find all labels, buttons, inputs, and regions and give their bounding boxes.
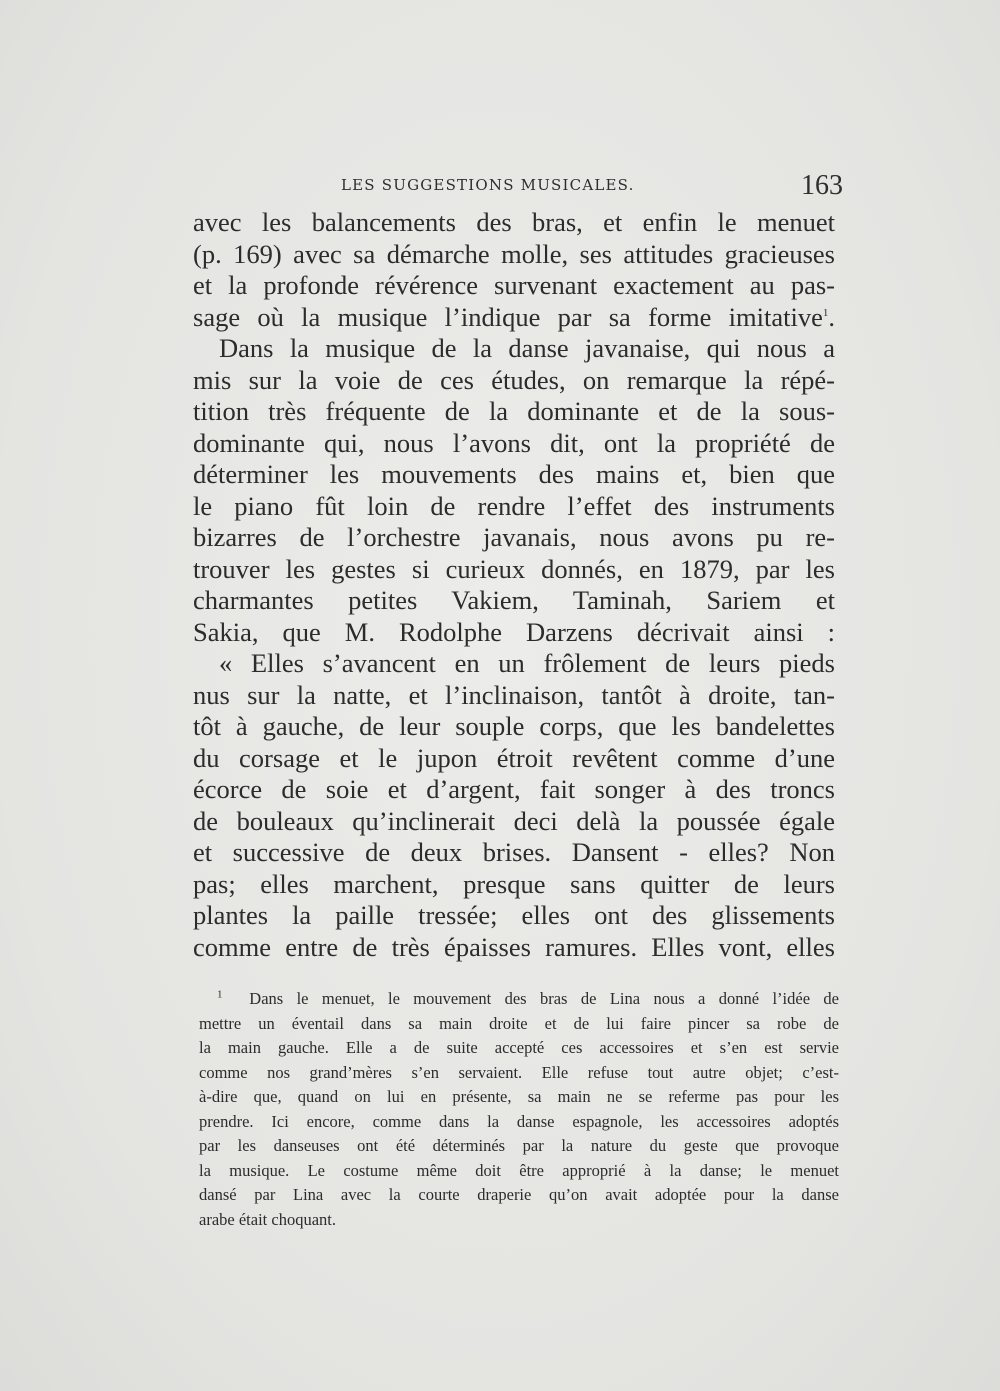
body-line: trouver les gestes si curieux donnés, en 1879, par les	[193, 553, 835, 584]
footnote-line: arabe était choquant.	[199, 1209, 336, 1229]
body-line: écorce de soie et d’argent, fait songer à des troncs	[193, 774, 835, 804]
body-line: tition très fréquente de la dominante et de la sous-	[193, 396, 835, 426]
body-line-text: sage où la musique l’indique par sa forme imitative	[193, 301, 823, 332]
body-line-with-footnote-ref	[193, 302, 835, 334]
footnote-line: comme nos grand’mères s’en servaient. Elle refuse tout autre objet; c’est-	[199, 1062, 839, 1082]
body-line: dominante qui, nous l’avons dit, ont la propriété de	[193, 427, 835, 458]
body-line: charmantes petites Vakiem, Taminah, Sariem et	[193, 585, 835, 615]
body-line: déterminer les mouvements des mains et, bien que	[193, 459, 835, 489]
body-line: et la profonde révérence survenant exactement au pas-	[193, 270, 835, 300]
body-line: et successive de deux brises. Dansent - elles? Non	[193, 837, 835, 867]
body-line: du corsage et le jupon étroit revêtent comme d’une	[193, 742, 835, 773]
footnote-line: dansé par Lina avec la courte draperie qu’on avait adoptée pour la danse	[199, 1185, 839, 1204]
body-line: bizarres de l’orchestre javanais, nous avons pu re-	[193, 522, 835, 552]
body-line: nus sur la natte, et l’inclinaison, tantôt à droite, tan-	[193, 679, 835, 710]
body-line: « Elles s’avancent en un frôlement de leurs pieds	[219, 648, 835, 678]
body-line: (p. 169) avec sa démarche molle, ses attitudes gracieuses	[193, 238, 835, 269]
footnote-line: la main gauche. Elle a de suite accepté ces accessoires et s’en est servie	[199, 1038, 839, 1057]
page-number: 163	[801, 170, 843, 201]
body-text	[193, 207, 835, 963]
body-line: comme entre de très épaisses ramures. Elles vont, elles	[193, 931, 835, 962]
footnote-line: à-dire que, quand on lui en présente, sa main ne se referme pas pour les	[199, 1087, 839, 1106]
body-line: le piano fût loin de rendre l’effet des instruments	[193, 490, 835, 521]
footnote-marker: 1	[217, 988, 223, 1001]
footnote-line: la musique. Le costume même doit être approprié à la danse; le menuet	[199, 1160, 839, 1180]
footnote-reference-punct: .	[828, 301, 835, 332]
footnote-line: mettre un éventail dans sa main droite et de lui faire pincer sa robe de	[199, 1013, 839, 1033]
footnote-line-text: Dans le menuet, le mouvement des bras de Lina nous a donné l’idée de	[249, 989, 840, 1008]
running-title: LES SUGGESTIONS MUSICALES.	[341, 176, 635, 194]
body-line: pas; elles marchent, presque sans quitter de leurs	[193, 868, 835, 899]
footnote-line: par les danseuses ont été déterminés par la nature du geste que provoque	[199, 1136, 839, 1155]
body-line: Dans la musique de la danse javanaise, qui nous a	[219, 333, 835, 363]
body-line: Sakia, que M. Rodolphe Darzens décrivait ainsi :	[193, 616, 835, 647]
body-line: tôt à gauche, de leur souple corps, que les bandelettes	[193, 711, 835, 741]
running-head	[193, 170, 843, 206]
footnote	[199, 987, 839, 1232]
footnote-line: prendre. Ici encore, comme dans la danse espagnole, les accessoires adoptés	[199, 1111, 839, 1131]
body-line: avec les balancements des bras, et enfin le menuet	[193, 207, 835, 237]
footnote-reference: 1	[822, 306, 829, 319]
footnote-line-first	[199, 987, 839, 1012]
body-line: de bouleaux qu’inclinerait deci delà la poussée égale	[193, 805, 835, 836]
body-line: plantes la paille tressée; elles ont des glissements	[193, 900, 835, 930]
body-line: mis sur la voie de ces études, on remarque la répé-	[193, 364, 835, 395]
